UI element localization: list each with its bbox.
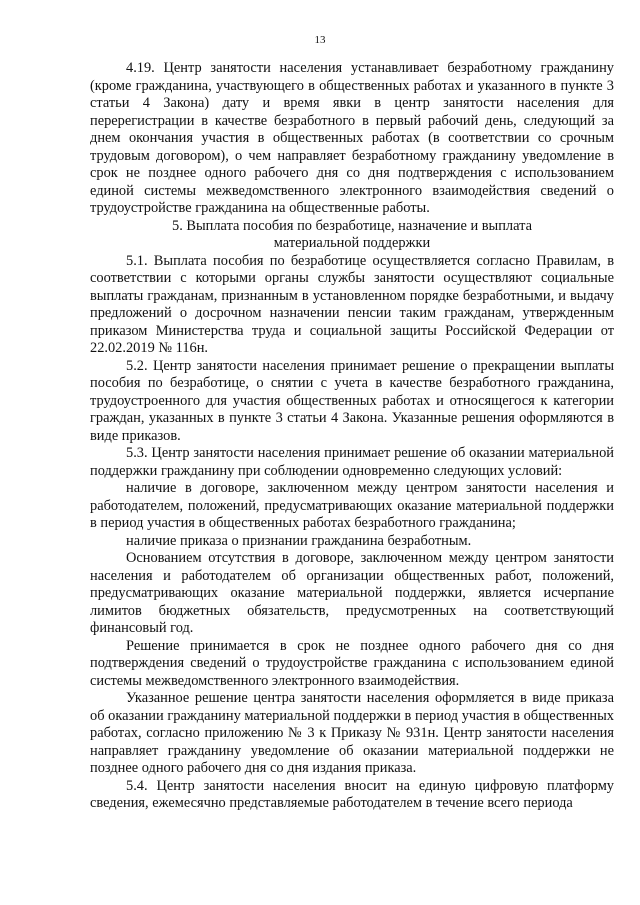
- section-heading-line-1: 5. Выплата пособия по безработице, назначение и выплата: [172, 217, 532, 234]
- section-heading-line-2: материальной поддержки: [273, 235, 431, 251]
- paragraph-decision-order: Указанное решение центра занятости населения оформляется в виде приказа об оказании гражданину материальной поддержки в период участия в общественных работах, согласно приложению № 3 к Приказу № 931н. Центр занятости населения направляет гражданину уведомление об оказании материальной поддержки не позднее одного рабочего дня со дня издания приказа.: [90, 690, 614, 776]
- paragraph-4-19: 4.19. Центр занятости населения устанавливает безработному гражданину (кроме гражданина, участвующего в общественных работах и указанного в пункте 3 статьи 4 Закона) дату и время явки в центр занятости населения для перерегистрации в качестве безработного в первый рабочий день, следующий за днем окончания участия в общественных работах (в соответствии со срочным трудовым договором), о чем направляет безработному гражданину уведомление в срок не позднее одного рабочего дня со дня подтверждения с использованием единой системы межведомственного электронного взаимодействия сведений о трудоустройстве гражданина на общественные работы.: [90, 60, 614, 216]
- paragraph-5-2: 5.2. Центр занятости населения принимает решение о прекращении выплаты пособия по безработице, о снятии с учета в качестве безработного гражданина, трудоустроенного для участия общественных работах и относящегося к категории граждан, указанных в пункте 3 статьи 4 Закона. Указанные решения оформляются в виде приказов.: [90, 357, 614, 444]
- paragraph-grounds: Основанием отсутствия в договоре, заключенном между центром занятости населения и работодателем об организации общественных работ, положений, предусматривающих оказание материальной поддержки, является исчерпание лимитов бюджетных обязательств, предусмотренных на соответствующий финансовый год.: [90, 550, 614, 636]
- paragraph-5-3: 5.3. Центр занятости населения принимает решение об оказании материальной поддержки гражданину при соблюдении одновременно следующих условий:: [90, 445, 614, 479]
- paragraph-5-4: 5.4. Центр занятости населения вносит на единую цифровую платформу сведения, ежемесячно представляемые работодателем в течение всего периода: [90, 777, 614, 811]
- paragraph-condition-1: наличие в договоре, заключенном между центром занятости населения и работодателем, положений, предусматривающих оказание материальной поддержки в период участия в общественных работах безработного гражданина;: [90, 480, 614, 531]
- paragraph-5-1: 5.1. Выплата пособия по безработице осуществляется согласно Правилам, в соответствии с которыми органы службы занятости осуществляют социальные выплаты гражданам, признанным в установленном порядке безработными, и выдачу предложений о досрочном назначении пенсии таким гражданам, утвержденным приказом Министерства труда и социальной защиты Российской Федерации от 22.02.2019 № 116н.: [90, 252, 614, 356]
- paragraph-condition-2: наличие приказа о признании гражданина безработным.: [126, 532, 472, 549]
- page-number: 13: [314, 34, 326, 46]
- section-heading: [90, 218, 614, 253]
- paragraph-decision-term: Решение принимается в срок не позднее одного рабочего дня со дня подтверждения сведений о трудоустройстве гражданина с использованием единой системы межведомственного электронного взаимодействия.: [90, 637, 614, 689]
- document-body: [90, 60, 614, 813]
